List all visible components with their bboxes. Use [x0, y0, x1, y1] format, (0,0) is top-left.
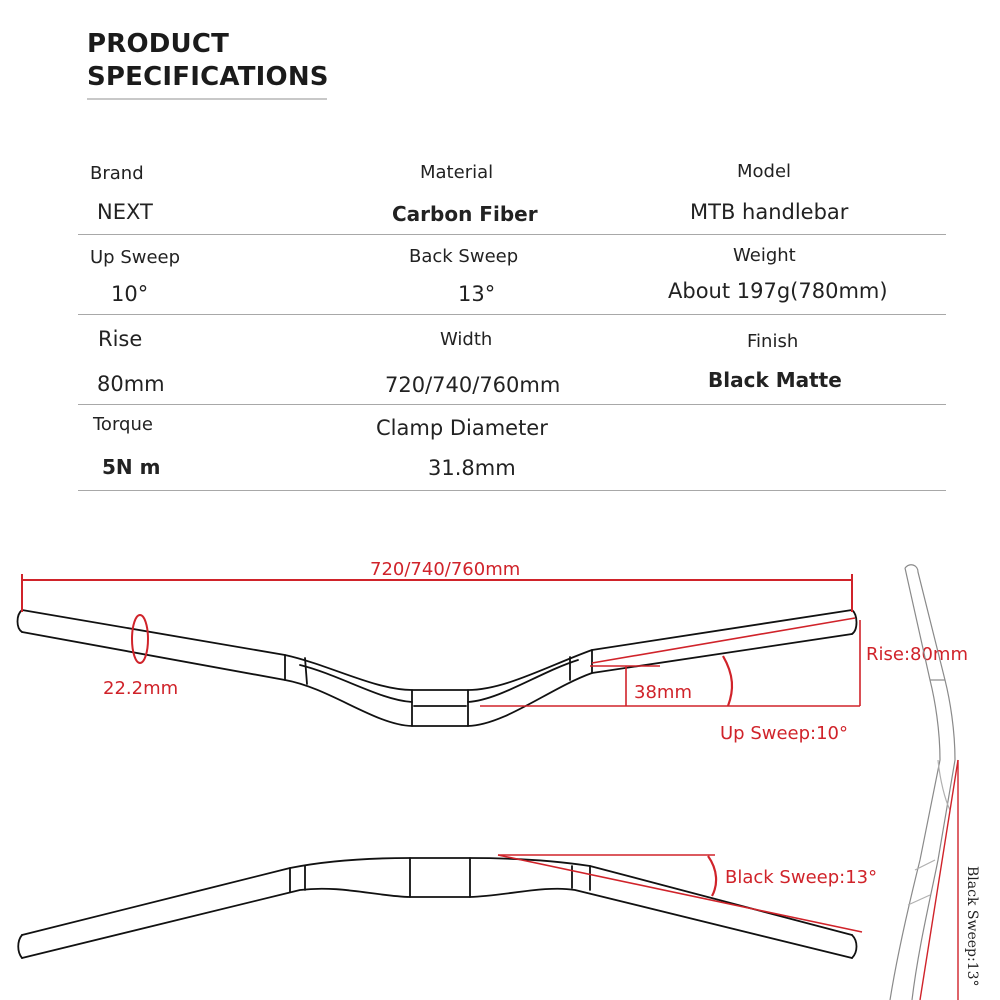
- finish-label: Finish: [747, 331, 799, 352]
- width-value: 720/740/760mm: [385, 373, 561, 397]
- grip-diameter-marker: [132, 615, 148, 663]
- up-sweep-value: 10°: [111, 282, 149, 306]
- model-value: MTB handlebar: [690, 200, 849, 224]
- clamp-label: Clamp Diameter: [376, 416, 548, 440]
- front-view-handlebar: [18, 610, 857, 726]
- up-sweep-dimension-label: Up Sweep:10°: [720, 723, 849, 744]
- weight-label: Weight: [733, 245, 796, 266]
- back-sweep-dimension-label: Black Sweep:13°: [725, 867, 878, 888]
- back-sweep-label: Back Sweep: [409, 246, 519, 267]
- brand-label: Brand: [90, 163, 144, 184]
- clamp-value: 31.8mm: [428, 456, 516, 480]
- torque-label: Torque: [93, 414, 153, 435]
- torque-value: 5N m: [102, 455, 161, 479]
- rise-dimension-label: Rise:80mm: [866, 644, 968, 665]
- title-line-2: SPECIFICATIONS: [87, 62, 329, 92]
- brand-value: NEXT: [97, 200, 153, 224]
- side-view-handlebar: [890, 565, 955, 1000]
- rise-label: Rise: [98, 327, 143, 351]
- finish-value: Black Matte: [708, 368, 842, 392]
- up-sweep-label: Up Sweep: [90, 247, 181, 268]
- offset-label: 38mm: [634, 682, 692, 703]
- width-dimension-label: 720/740/760mm: [370, 559, 521, 580]
- title-line-1: PRODUCT: [87, 29, 230, 59]
- side-view-sweep-lines: [920, 760, 958, 1000]
- material-label: Material: [420, 162, 494, 183]
- back-sweep-value: 13°: [458, 282, 496, 306]
- rise-value: 80mm: [97, 372, 165, 396]
- weight-value: About 197g(780mm): [668, 279, 888, 303]
- grip-diameter-label: 22.2mm: [103, 678, 179, 699]
- side-back-sweep-label: Black Sweep:13°: [964, 866, 980, 987]
- width-label: Width: [440, 329, 493, 350]
- model-label: Model: [737, 161, 792, 182]
- material-value: Carbon Fiber: [392, 202, 538, 226]
